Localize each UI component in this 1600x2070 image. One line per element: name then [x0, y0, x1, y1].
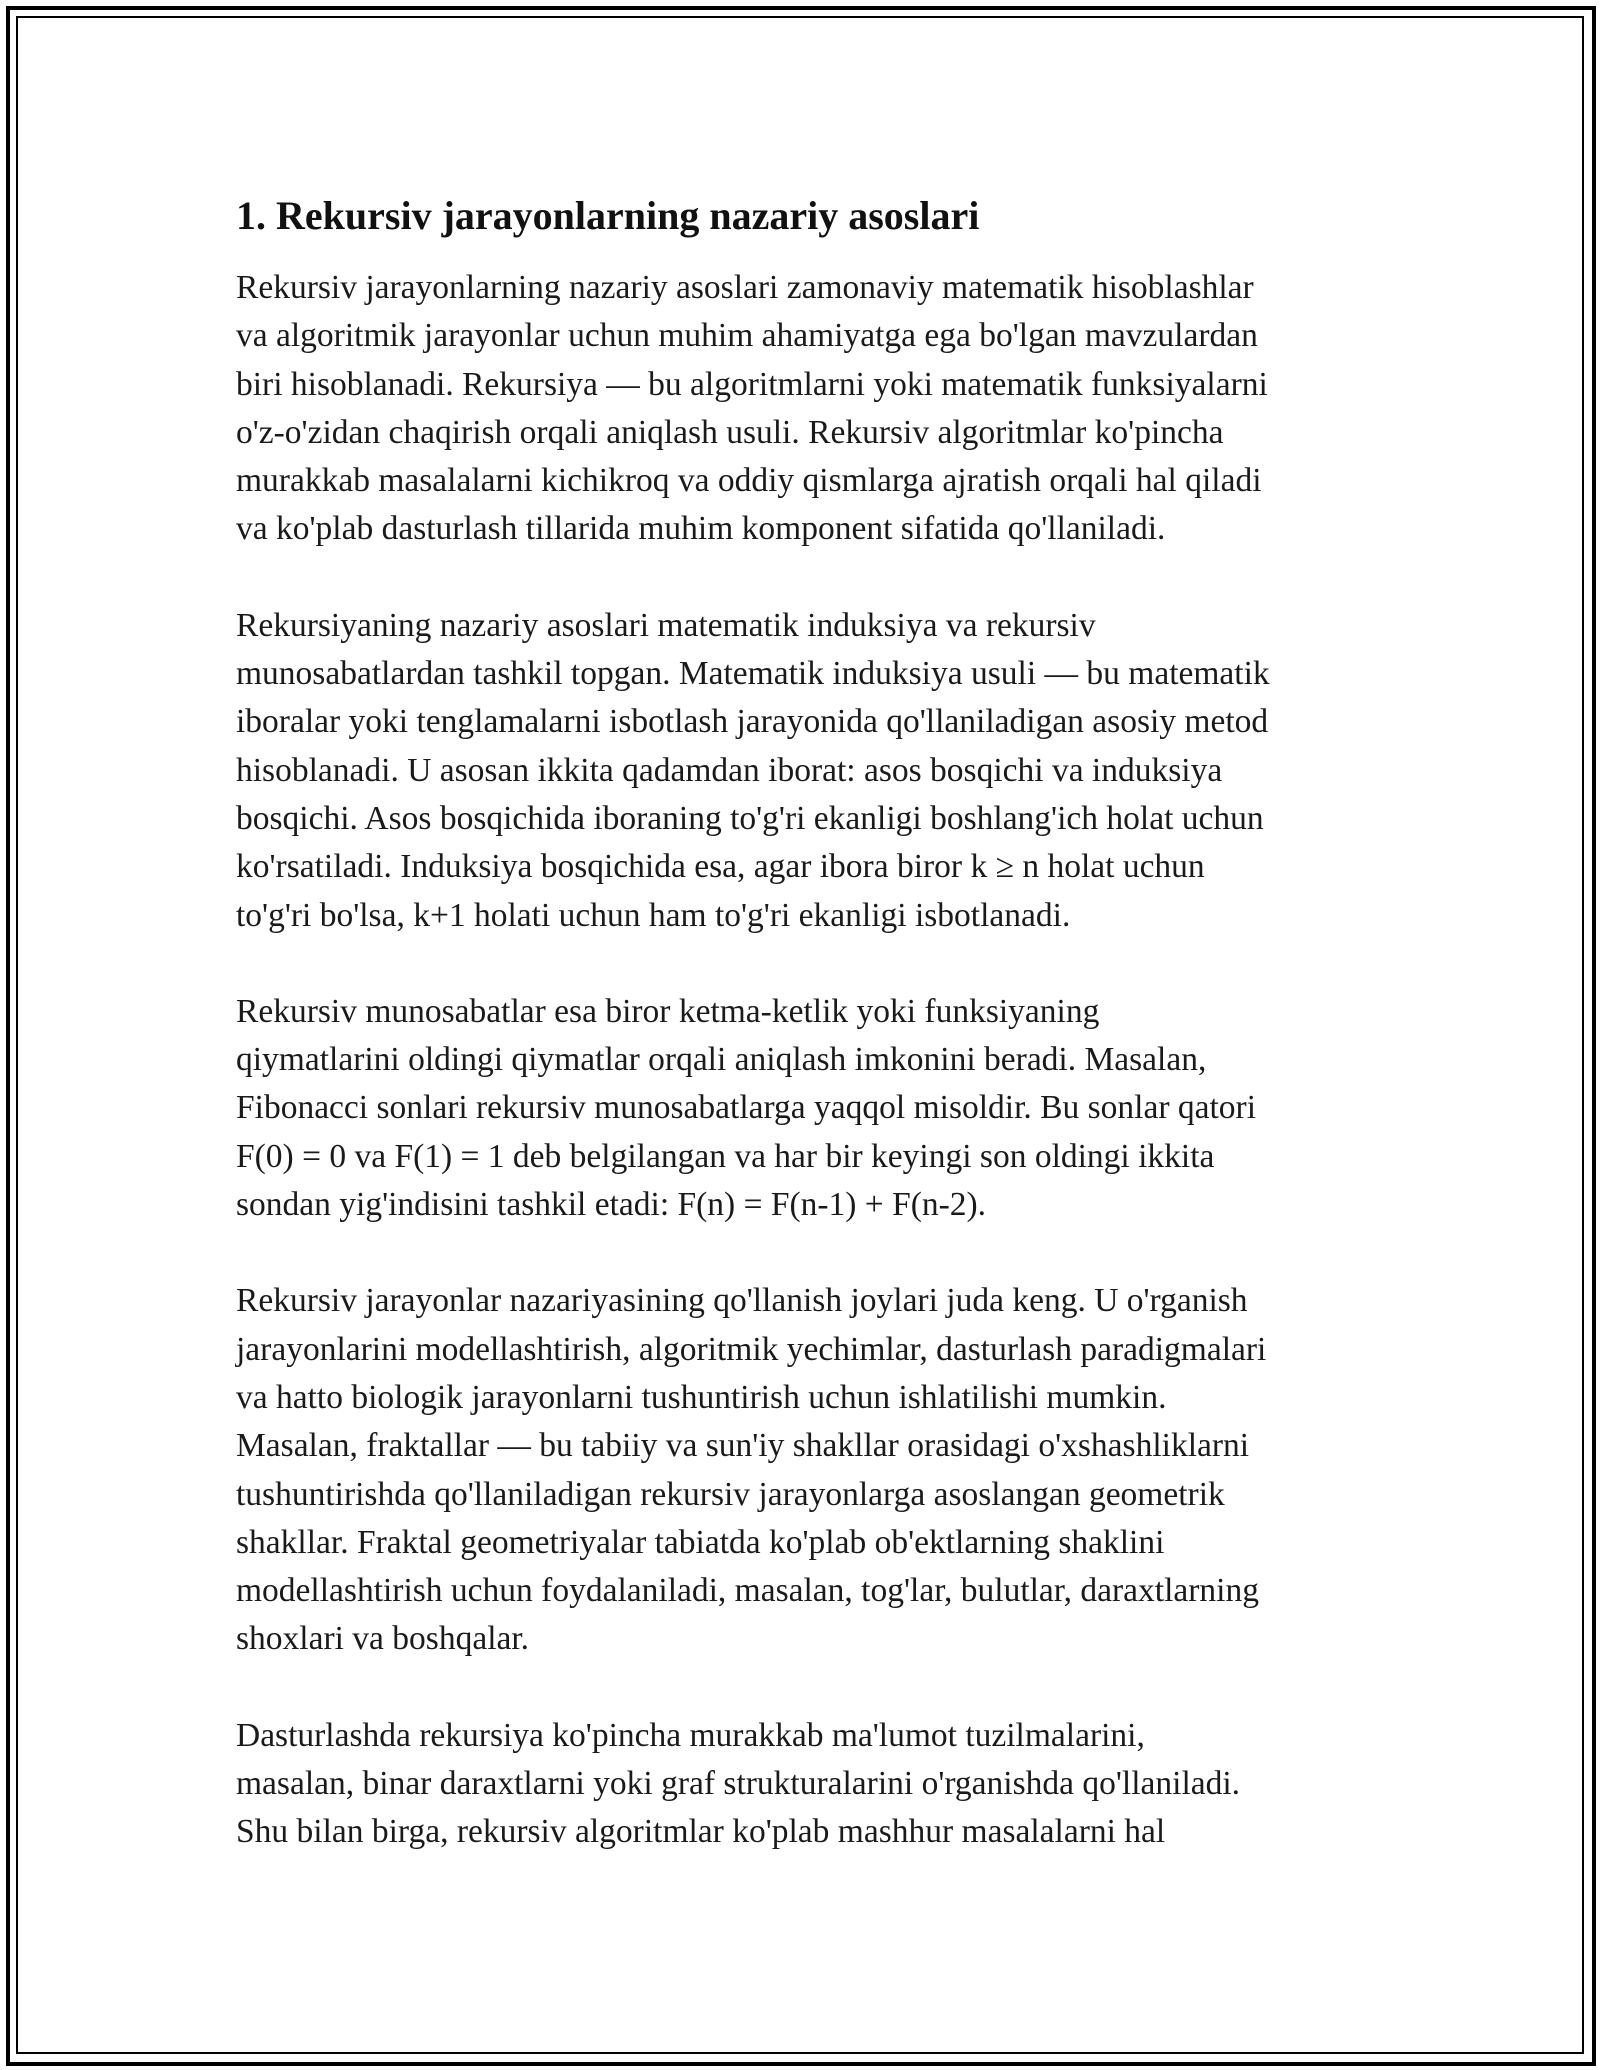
text-line: o'z-o'zidan chaqirish orqali aniqlash usuli. Rekursiv algoritmlar ko'pincha	[236, 413, 1224, 451]
text-line: biri hisoblanadi. Rekursiya — bu algoritmlarni yoki matematik funksiyalarni	[236, 365, 1268, 403]
text-line: Fibonacci sonlari rekursiv munosabatlarga yaqqol misoldir. Bu sonlar qatori	[236, 1089, 1257, 1127]
text-line: iboralar yoki tenglamalarni isbotlash jarayonida qo'llaniladigan asosiy metod	[236, 703, 1269, 741]
text-line: to'g'ri bo'lsa, k+1 holati uchun ham to'g'ri ekanligi isbotlanadi.	[236, 896, 1071, 934]
document-body	[236, 180, 1386, 1905]
text-line: shakllar. Fraktal geometriyalar tabiatda ko'plab ob'ektlarning shaklini	[236, 1523, 1165, 1561]
paragraph-3	[236, 988, 1386, 1229]
text-line: tushuntirishda qo'llaniladigan rekursiv jarayonlarga asoslangan geometrik	[236, 1475, 1225, 1513]
text-line: va ko'plab dasturlash tillarida muhim komponent sifatida qo'llaniladi.	[236, 510, 1166, 548]
text-line: F(0) = 0 va F(1) = 1 deb belgilangan va har bir keyingi son oldingi ikkita	[236, 1137, 1215, 1175]
text-line: murakkab masalalarni kichikroq va oddiy qismlarga ajratish orqali hal qiladi	[236, 462, 1262, 500]
section-heading: 1. Rekursiv jarayonlarning nazariy asoslari	[236, 193, 980, 238]
text-line: bosqichi. Asos bosqichida iboraning to'g'ri ekanligi boshlang'ich holat uchun	[236, 799, 1264, 837]
text-line: masalan, binar daraxtlarni yoki graf strukturalarini o'rganishda qo'llaniladi.	[236, 1765, 1241, 1803]
text-line: Rekursiv jarayonlarning nazariy asoslari zamonaviy matematik hisoblashlar	[236, 269, 1254, 306]
text-line: Rekursiv jarayonlar nazariyasining qo'llanish joylari juda keng. U o'rganish	[236, 1282, 1248, 1320]
text-line: ko'rsatiladi. Induksiya bosqichida esa, agar ibora biror k ≥ n holat uchun	[236, 848, 1205, 886]
text-line: jarayonlarini modellashtirish, algoritmik yechimlar, dasturlash paradigmalari	[236, 1330, 1267, 1368]
text-line: Dasturlashda rekursiya ko'pincha murakkab ma'lumot tuzilmalarini,	[236, 1716, 1145, 1754]
text-line: Rekursiv munosabatlar esa biror ketma-ketlik yoki funksiyaning	[236, 992, 1100, 1030]
text-line: modellashtirish uchun foydalaniladi, masalan, tog'lar, bulutlar, daraxtlarning	[236, 1572, 1259, 1610]
text-line: shoxlari va boshqalar.	[236, 1620, 530, 1658]
text-line: Rekursiyaning nazariy asoslari matematik induksiya va rekursiv	[236, 606, 1096, 644]
text-line: hisoblanadi. U asosan ikkita qadamdan iborat: asos bosqichi va induksiya	[236, 751, 1223, 789]
paragraph-5	[236, 1712, 1386, 1857]
text-line: Masalan, fraktallar — bu tabiiy va sun'iy shakllar orasidagi o'xshashliklarni	[236, 1427, 1250, 1465]
text-line: qiymatlarini oldingi qiymatlar orqali aniqlash imkonini beradi. Masalan,	[236, 1041, 1207, 1079]
text-line: sondan yig'indisini tashkil etadi: F(n) = F(n-1) + F(n-2).	[236, 1186, 987, 1224]
paragraph-1	[236, 264, 1386, 554]
text-line: munosabatlardan tashkil topgan. Matematik induksiya usuli — bu matematik	[236, 655, 1270, 693]
text-line: va hatto biologik jarayonlarni tushuntirish uchun ishlatilishi mumkin.	[236, 1378, 1167, 1416]
paragraph-2	[236, 602, 1386, 940]
text-line: va algoritmik jarayonlar uchun muhim ahamiyatga ega bo'lgan mavzulardan	[236, 317, 1258, 355]
paragraph-4	[236, 1277, 1386, 1663]
text-line: Shu bilan birga, rekursiv algoritmlar ko'plab mashhur masalalarni hal	[236, 1813, 1166, 1851]
